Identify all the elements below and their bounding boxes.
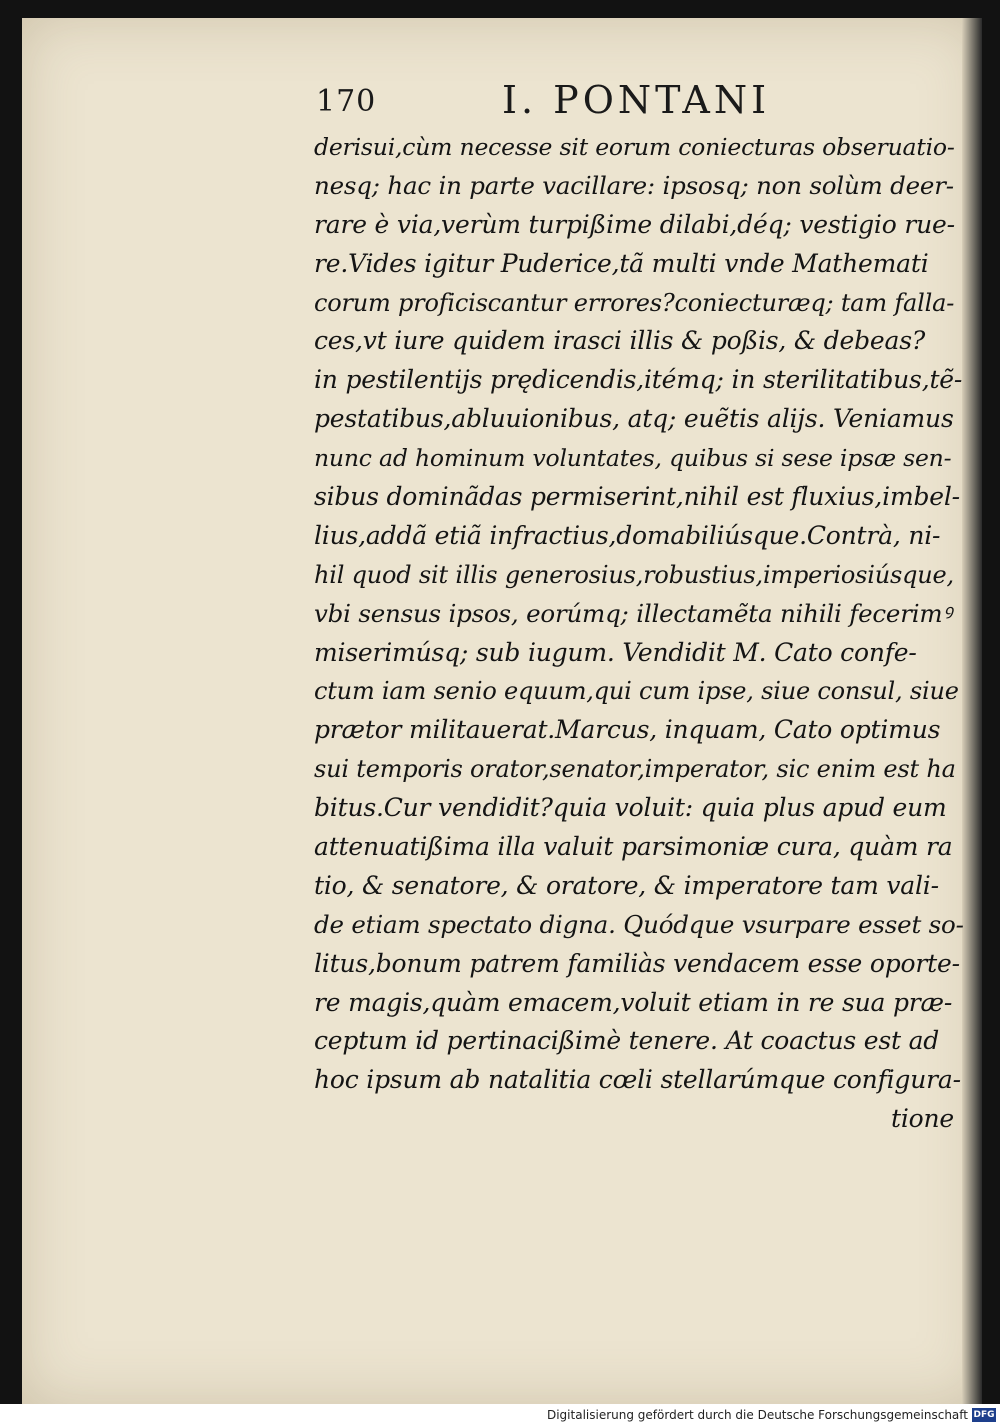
text-line: sibus dominãdas permiserint,nihil est fluxius,imbel-: [314, 482, 960, 512]
text-line: hil quod sit illis generosius,robustius,imperiosiúsque,: [314, 560, 954, 589]
dfg-logo-icon: DFG: [973, 1410, 995, 1420]
text-line: miserimúsq; sub iugum. Vendidit M. Cato confe-: [314, 637, 917, 667]
text-line: nesq; hac in parte vacillare: ipsosq; non solùm deer-: [314, 170, 954, 200]
text-line: hoc ipsum ab natalitia cœli stellarúmque configura-: [314, 1065, 961, 1095]
text-line: corum proficiscantur errores?coniecturæq; tam falla-: [314, 288, 955, 317]
text-line: re.Vides igitur Puderice,tã multi vnde Mathemati: [314, 248, 929, 278]
page-number: 170: [316, 84, 377, 119]
running-title: I. PONTANI: [502, 78, 771, 122]
text-line: prætor militauerat.Marcus, inquam, Cato optimus: [314, 715, 941, 745]
text-line: lius,addã etiã infractius,domabiliúsque.Contrà, ni-: [314, 520, 941, 550]
text-line: attenuatißima illa valuit parsimoniæ cura, quàm ra: [314, 832, 953, 862]
text-line: pestatibus,abluuionibus, atq; euẽtis alijs. Veniamus: [314, 404, 954, 434]
text-line: bitus.Cur vendidit?quia voluit: quia plus apud eum: [314, 793, 947, 823]
digitization-footer: [0, 1404, 1000, 1427]
running-head: [316, 78, 966, 128]
text-line: ces,vt iure quidem irasci illis & poßis, & debeas?: [314, 326, 926, 356]
text-line: nunc ad hominum voluntates, quibus si sese ipsæ sen-: [314, 444, 952, 473]
text-line: ctum iam senio equum,qui cum ipse, siue consul, siue: [314, 677, 959, 706]
text-line: re magis,quàm emacem,voluit etiam in re sua præ-: [314, 987, 953, 1017]
funding-credit: Digitalisierung gefördert durch die Deutsche Forschungsgemeinschaft: [546, 1408, 968, 1422]
body-text: [314, 128, 964, 1139]
text-line: tio, & senatore, & oratore, & imperatore tam vali-: [314, 870, 939, 900]
text-line-catchword: tione: [891, 1104, 954, 1134]
page-edge: [962, 18, 982, 1404]
text-line: de etiam spectato digna. Quódque vsurpare esset so-: [314, 909, 964, 939]
text-line: sui temporis orator,senator,imperator, sic enim est ha: [314, 755, 956, 784]
text-line: ceptum id pertinacißimè tenere. At coactus est ad: [314, 1026, 940, 1056]
text-line: in pestilentijs prędicendis,itémq; in sterilitatibus,tẽ-: [314, 365, 963, 395]
text-line: derisui,cùm necesse sit eorum coniecturas obseruatio-: [314, 133, 955, 161]
text-line: vbi sensus ipsos, eorúmq; illectamẽta nihili fecerimꝰ: [314, 598, 952, 628]
text-line: rare è via,verùm turpißime dilabi,déq; vestigio rue-: [314, 209, 955, 239]
text-line: litus,bonum patrem familiàs vendacem esse oporte-: [314, 948, 960, 978]
